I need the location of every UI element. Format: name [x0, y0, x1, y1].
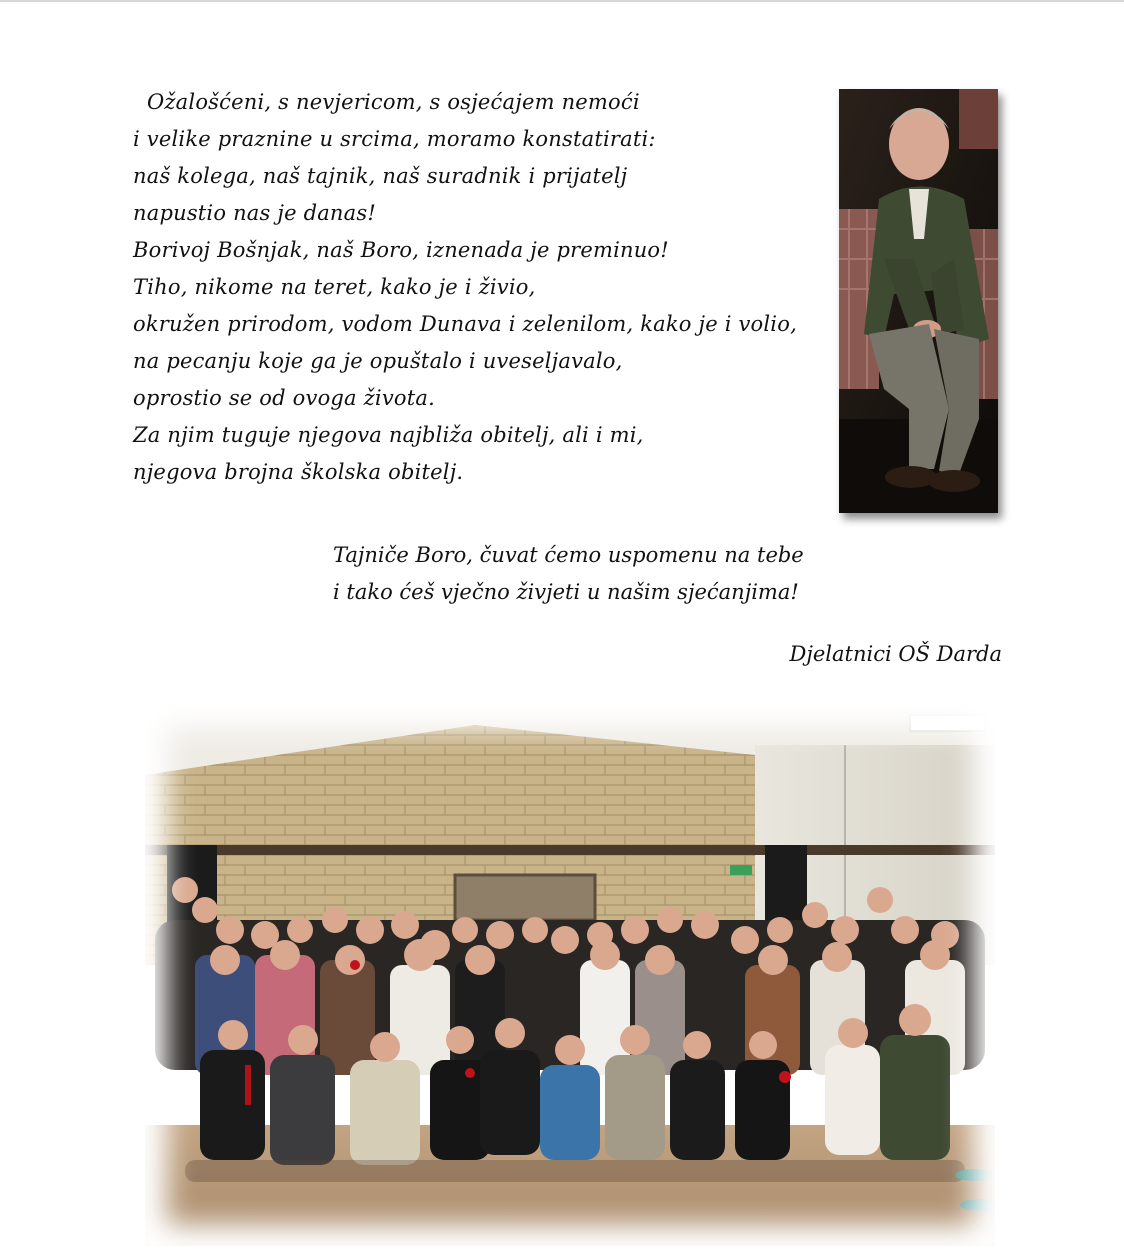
- poem-line: napustio nas je danas!: [133, 201, 376, 225]
- poem-line: oprostio se od ovoga života.: [133, 386, 435, 410]
- portrait-illustration: [839, 89, 998, 513]
- group-photo: [145, 705, 995, 1246]
- poem-line: na pecanju koje ga je opuštalo i uveseljavalo,: [133, 349, 623, 373]
- poem-line: Za njim tuguje njegova najbliža obitelj, ali i mi,: [133, 423, 644, 447]
- poem-line: okružen prirodom, vodom Dunava i zelenilom, kako je i volio,: [133, 312, 797, 336]
- poem-line: njegova brojna školska obitelj.: [133, 460, 464, 484]
- poem-line: naš kolega, naš tajnik, naš suradnik i prijatelj: [133, 164, 628, 188]
- portrait-photo: [839, 89, 998, 513]
- poem-line: Borivoj Bošnjak, naš Boro, iznenada je preminuo!: [133, 238, 669, 262]
- poem-line: Tiho, nikome na teret, kako je i živio,: [133, 275, 536, 299]
- farewell-verse: [333, 537, 833, 611]
- farewell-line: Tajniče Boro, čuvat ćemo uspomenu na tebe: [333, 543, 804, 567]
- poem-line: i velike praznine u srcima, moramo konstatirati:: [133, 127, 656, 151]
- group-photo-illustration: [145, 705, 995, 1246]
- poem-line: Ožalošćeni, s nevjericom, s osjećajem nemoći: [147, 90, 640, 114]
- top-rule: [0, 0, 1124, 2]
- farewell-line: i tako ćeš vječno živjeti u našim sjećanjima!: [333, 580, 799, 604]
- signature: Djelatnici OŠ Darda: [789, 642, 1002, 666]
- memorial-poem: [133, 84, 823, 491]
